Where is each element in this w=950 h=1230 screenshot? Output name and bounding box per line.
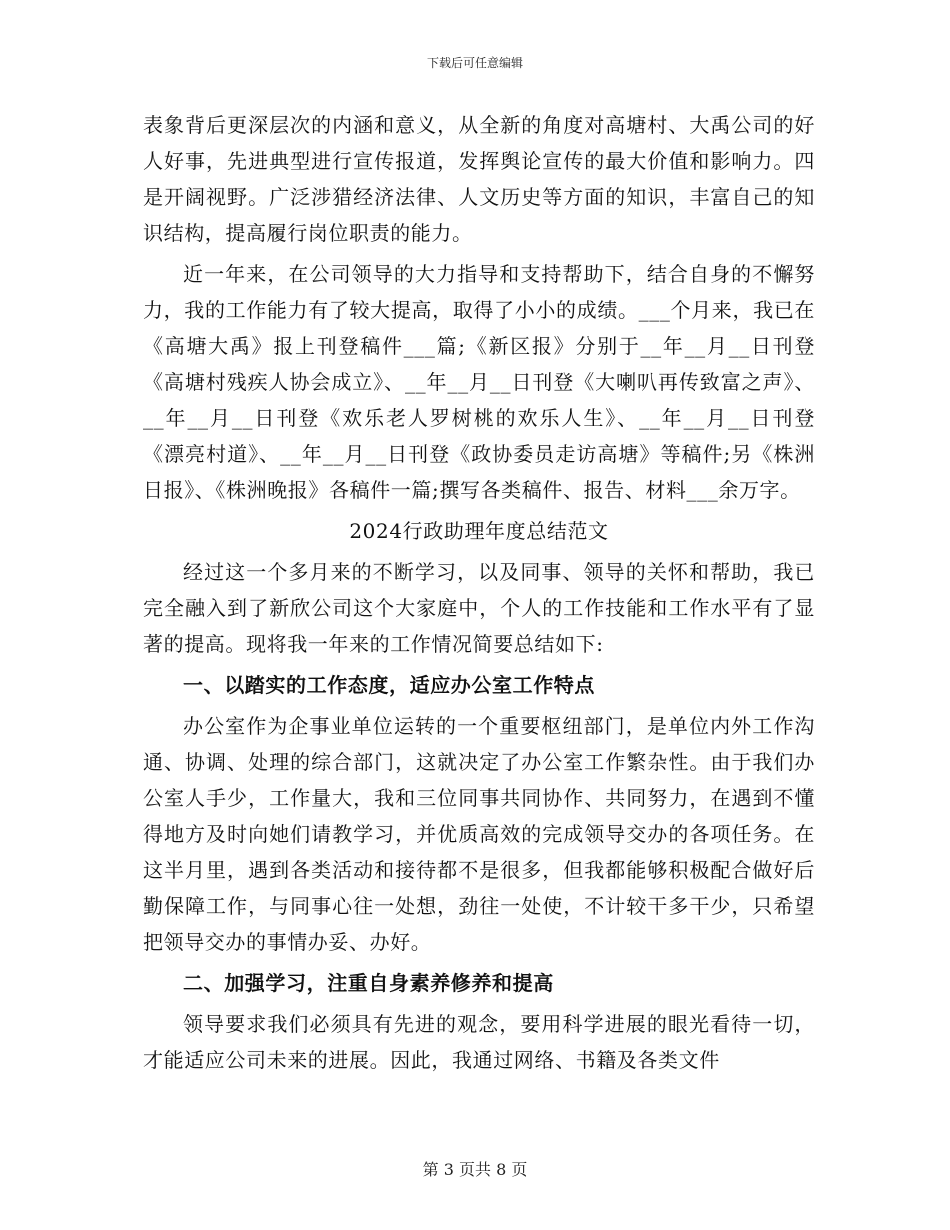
section-title: 2024行政助理年度总结范文 [349,519,609,543]
paragraph-2: 近一年来，在公司领导的大力指导和支持帮助下，结合自身的不懈努力，我的工作能力有了较大提高，取得了小小的成绩。___个月来，我已在《高塘大禹》报上刊登稿件___篇;《新区报》分别于__年__月__日刊登《高塘村残疾人协会成立》、__年__月__日刊登《大喇叭再传致富之声》、__年__月__日刊登《欢乐老人罗树桃的欢乐人生》、__年__月__日刊登《漂亮村道》、__年__月__日刊登《政协委员走访高塘》等稿件;另《株洲日报》、《株洲晚报》各稿件一篇;撰写各类稿件、报告、材料___余万字。 [143,262,815,502]
heading-2: 二、加强学习，注重自身素养修养和提高 [183,971,554,995]
paragraph-1: 表象背后更深层次的内涵和意义，从全新的角度对高塘村、大禹公司的好人好事，先进典型进行宣传报道，发挥舆论宣传的最大价值和影响力。四是开阔视野。广泛涉猎经济法律、人文历史等方面的知识，丰富自己的知识结构，提高履行岗位职责的能力。 [143,113,815,245]
paragraph-3: 经过这一个多月来的不断学习，以及同事、领导的关怀和帮助，我已完全融入到了新欣公司这个大家庭中，个人的工作技能和工作水平有了显著的提高。现将我一年来的工作情况简要总结如下: [143,560,815,656]
paragraph-4: 办公室作为企事业单位运转的一个重要枢纽部门，是单位内外工作沟通、协调、处理的综合部门，这就决定了办公室工作繁杂性。由于我们办公室人手少，工作量大，我和三位同事共同协作、共同努力，在遇到不懂得地方及时向她们请教学习，并优质高效的完成领导交办的各项任务。在这半月里，遇到各类活动和接待都不是很多，但我都能够积极配合做好后勤保障工作，与同事心往一处想，劲往一处使，不计较干多干少，只希望把领导交办的事情办妥、办好。 [143,714,815,954]
heading-1: 一、以踏实的工作态度，适应办公室工作特点 [183,673,595,697]
document-body [143,107,815,1083]
paragraph-5: 领导要求我们必须具有先进的观念，要用科学进展的眼光看待一切，才能适应公司未来的进展。因此，我通过网络、书籍及各类文件 [143,1012,815,1072]
page-number: 第 3 页共 8 页 [422,1160,528,1179]
header-note: 下载后可任意编辑 [426,56,523,70]
